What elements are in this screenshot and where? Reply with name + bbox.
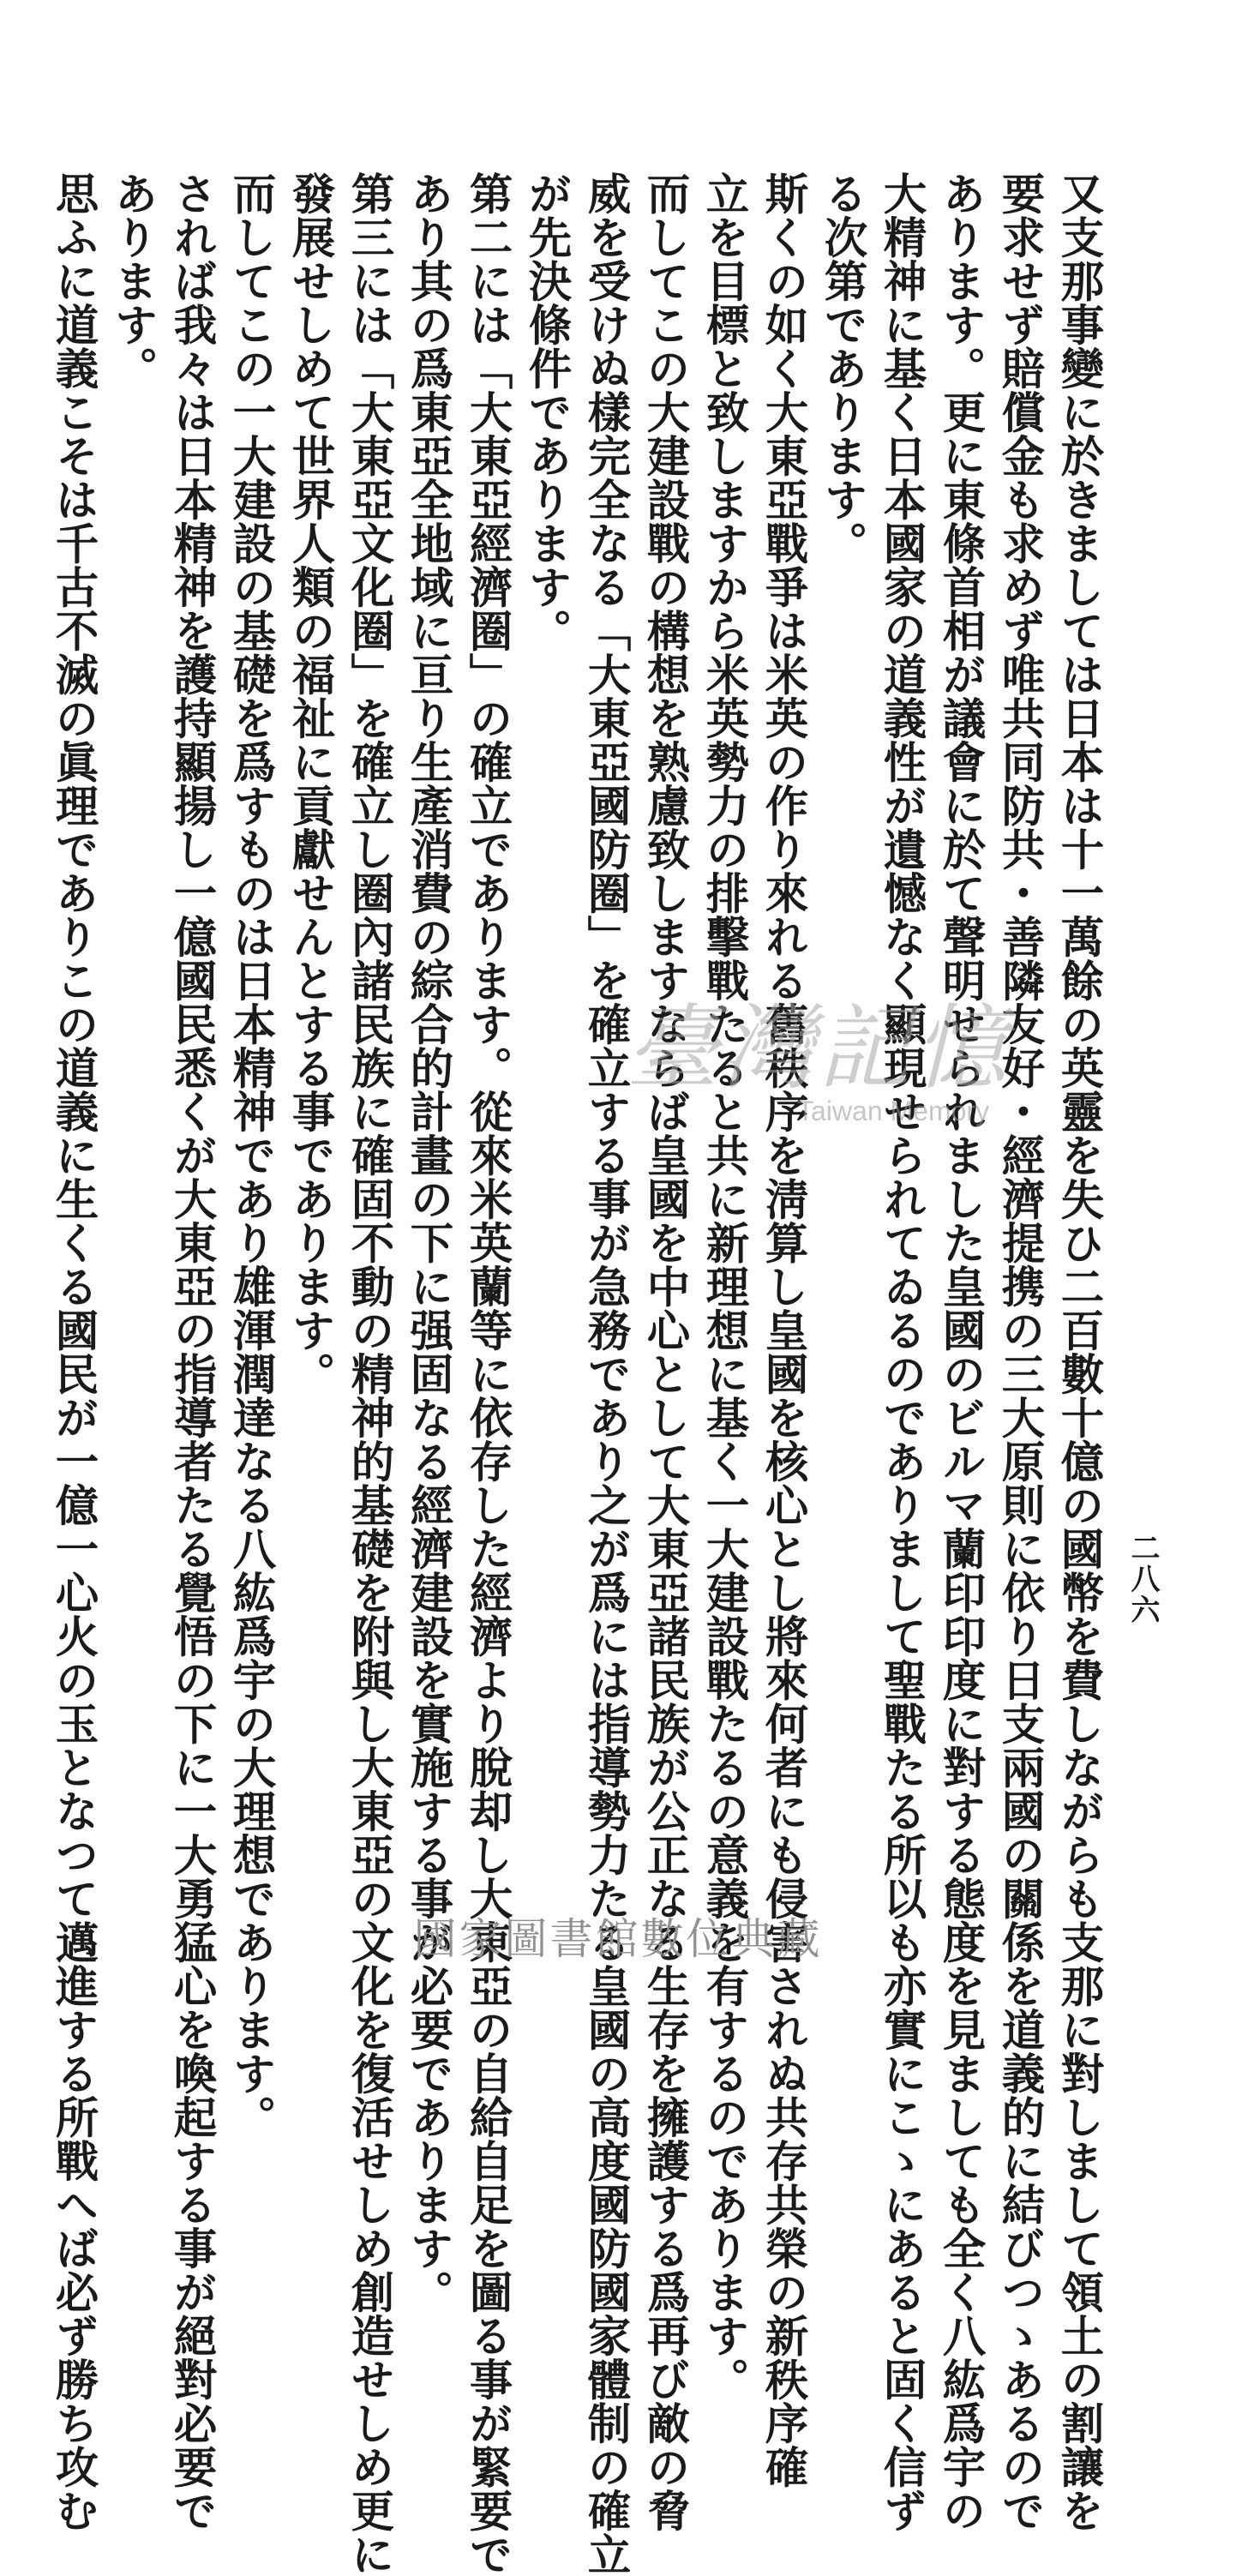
watermark-logo-text: 臺灣記憶 [626, 995, 1011, 1102]
text-column: る次第であります。 [818, 171, 868, 565]
text-column: 立を目標と致しますから米英勢力の排擊戰たると共に新理想に基く一大建設戰たるの意義を有するのであります。 [699, 171, 750, 2401]
library-footer-stamp: 國家圖書館數位典藏 [413, 1914, 823, 1964]
text-column: 斯くの如く大東亞戰爭は米英の作り來れる舊秩序を淸算し皇國を核心とし將來何者にも侵害されぬ共存共榮の新秩序確 [759, 171, 809, 2489]
page-number: 二八六 [1125, 1533, 1160, 1625]
text-column: 第三には「大東亞文化圈」を確立し圈內諸民族に確固不動の精神的基礎を附與し大東亞の文化を復活せしめ創造せしめ更に [345, 171, 395, 2576]
text-column: 第二には「大東亞經濟圈」の確立であります。從來米英蘭等に依存した經濟より脫却し大東亞の自給自足を圖る事が緊要で [463, 171, 513, 2576]
text-column: 威を受けぬ樣完全なる「大東亞國防圈」を確立する事が急務であり之が爲には指導勢力たる皇國の高度國防國家體制の確立 [581, 171, 632, 2576]
text-column: 要求せず賠償金も求めず唯共同防共・善隣友好・經濟提携の三大原則に依り日支兩國の關係を道義的に結びつゝあるので [995, 171, 1046, 2532]
text-column: 發展せしめて世界人類の福祉に貢獻せんとする事であります。 [285, 171, 336, 1396]
text-column: あります。更に東條首相が議會に於て聲明せられました皇國のビルマ蘭印印度に對する態度を見ましても全く八紘爲宇の [936, 171, 987, 2532]
watermark-english-text: Taiwan Memory [797, 1096, 990, 1126]
text-column: 而してこの大建設戰の構想を熟慮致しますならば皇國を中心として大東亞諸民族が公正なる生存を擁護する爲再び敵の脅 [640, 171, 691, 2532]
text-column: 又支那事變に於きましては日本は十一萬餘の英靈を失ひ二百數十億の國幣を費しながらも支那に對しまして領土の割讓を [1054, 171, 1105, 2532]
text-column: されば我々は日本精神を護持顯揚し一億國民悉くが大東亞の指導者たる覺悟の下に一大勇猛心を喚起する事が絕對必要で [167, 171, 218, 2532]
text-column: が先決條件であります。 [522, 171, 573, 652]
text-column: 大精神に基く日本國家の道義性が遺憾なく顯現せられてゐるのでありまして聖戰たる所以も亦實にこゝにあると固く信ず [877, 171, 927, 2532]
text-column: あり其の爲東亞全地域に亘り生產消費の綜合的計畫の下に强固なる經濟建設を實施する事が必要であります。 [404, 171, 454, 2314]
taiwan-memory-watermark [626, 995, 1037, 1132]
text-column: 而してこの一大建設の基礎を爲すものは日本精神であり雄渾潤達なる八紘爲宇の大理想であります。 [226, 171, 277, 2139]
text-column: あります。 [108, 171, 159, 390]
text-column: 思ふに道義こそは千古不滅の眞理でありこの道義に生くる國民が一億一心火の玉となつて邁進する所戰へば必ず勝ち攻む [49, 171, 99, 2532]
